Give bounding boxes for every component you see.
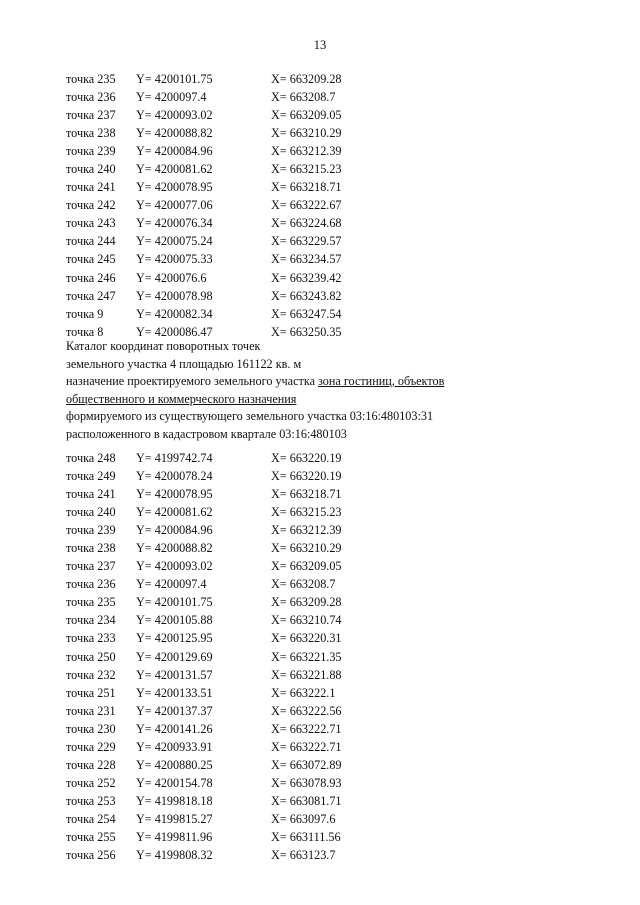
y-coordinate: Y= 4200097.4 bbox=[136, 577, 207, 592]
x-coordinate: X= 663097.6 bbox=[271, 811, 336, 826]
point-label: точка 235 bbox=[66, 72, 116, 86]
catalog-purpose-underlined-2: общественного и коммерческого назначения bbox=[66, 391, 297, 406]
point-label: точка 241 bbox=[66, 180, 116, 195]
point-label: точка 256 bbox=[66, 848, 116, 863]
x-coordinate: X= 663111.56 bbox=[271, 829, 341, 844]
point-label: точка 241 bbox=[66, 487, 116, 502]
x-coordinate: X= 663224.68 bbox=[271, 216, 342, 231]
y-coordinate: Y= 4200078.95 bbox=[136, 487, 213, 502]
point-label: точка 246 bbox=[66, 270, 116, 285]
y-coordinate: Y= 4200078.24 bbox=[136, 469, 213, 484]
point-label: точка 240 bbox=[66, 162, 116, 177]
x-coordinate: X= 663220.19 bbox=[271, 451, 342, 465]
y-coordinate: Y= 4200129.69 bbox=[136, 649, 213, 664]
y-coordinate: Y= 4200097.4 bbox=[136, 90, 207, 105]
point-label: точка 252 bbox=[66, 775, 116, 790]
x-coordinate: X= 663221.88 bbox=[271, 667, 342, 682]
x-coordinate: X= 663209.05 bbox=[271, 108, 342, 123]
point-label: точка 243 bbox=[66, 216, 116, 231]
x-coordinate: X= 663210.29 bbox=[271, 126, 342, 141]
y-coordinate: Y= 4200101.75 bbox=[136, 72, 213, 86]
point-label: точка 240 bbox=[66, 505, 116, 520]
x-coordinate: X= 663078.93 bbox=[271, 775, 342, 790]
x-coordinate: X= 663218.71 bbox=[271, 180, 342, 195]
catalog-heading bbox=[66, 338, 586, 443]
point-label: точка 238 bbox=[66, 126, 116, 141]
x-coordinate: X= 663221.35 bbox=[271, 649, 342, 664]
y-coordinate: Y= 4200078.95 bbox=[136, 180, 213, 195]
point-label: точка 237 bbox=[66, 559, 116, 574]
y-coordinate: Y= 4199811.96 bbox=[136, 829, 213, 844]
x-coordinate: X= 663222.1 bbox=[271, 685, 336, 700]
x-coordinate: X= 663212.39 bbox=[271, 144, 342, 159]
point-label: точка 8 bbox=[66, 324, 104, 339]
y-coordinate: Y= 4200154.78 bbox=[136, 775, 213, 790]
x-coordinate: X= 663234.57 bbox=[271, 252, 342, 267]
point-label: точка 248 bbox=[66, 451, 116, 465]
x-coordinate: X= 663222.67 bbox=[271, 198, 342, 213]
y-coordinate: Y= 4200088.82 bbox=[136, 126, 213, 141]
x-coordinate: X= 663209.28 bbox=[271, 595, 342, 610]
y-coordinate: Y= 4200076.6 bbox=[136, 270, 207, 285]
point-label: точка 239 bbox=[66, 144, 116, 159]
x-coordinate: X= 663210.29 bbox=[271, 541, 342, 556]
y-coordinate: Y= 4200075.33 bbox=[136, 252, 213, 267]
point-label: точка 234 bbox=[66, 613, 116, 628]
x-coordinate: X= 663229.57 bbox=[271, 234, 342, 249]
point-label: точка 238 bbox=[66, 541, 116, 556]
y-coordinate: Y= 4200086.47 bbox=[136, 324, 213, 339]
x-coordinate: X= 663215.23 bbox=[271, 162, 342, 177]
y-coordinate: Y= 4200084.96 bbox=[136, 523, 213, 538]
point-label: точка 247 bbox=[66, 288, 116, 303]
y-coordinate: Y= 4199808.32 bbox=[136, 848, 213, 863]
point-label: точка 242 bbox=[66, 198, 116, 213]
y-coordinate: Y= 4199742.74 bbox=[136, 451, 213, 465]
x-coordinate: X= 663209.05 bbox=[271, 559, 342, 574]
point-label: точка 239 bbox=[66, 523, 116, 538]
y-coordinate: Y= 4200131.57 bbox=[136, 667, 213, 682]
point-label: точка 235 bbox=[66, 595, 116, 610]
y-coordinate: Y= 4200133.51 bbox=[136, 685, 213, 700]
x-coordinate: X= 663210.74 bbox=[271, 613, 342, 628]
y-coordinate: Y= 4199818.18 bbox=[136, 793, 213, 808]
point-label: точка 232 bbox=[66, 667, 116, 682]
point-label: точка 253 bbox=[66, 793, 116, 808]
x-coordinate: X= 663220.31 bbox=[271, 631, 342, 646]
y-coordinate: Y= 4200093.02 bbox=[136, 559, 213, 574]
y-coordinate: Y= 4200084.96 bbox=[136, 144, 213, 159]
point-label: точка 236 bbox=[66, 90, 116, 105]
x-coordinate: X= 663123.7 bbox=[271, 848, 336, 863]
y-coordinate: Y= 4200081.62 bbox=[136, 505, 213, 520]
y-coordinate: Y= 4200880.25 bbox=[136, 757, 213, 772]
y-coordinate: Y= 4200082.34 bbox=[136, 306, 213, 321]
point-label: точка 249 bbox=[66, 469, 116, 484]
point-label: точка 251 bbox=[66, 685, 116, 700]
catalog-source-plot: формируемого из существующего земельного участка 03:16:480103:31 bbox=[66, 409, 434, 423]
catalog-cadastral-quarter: расположенного в кадастровом квартале 03:16:480103 bbox=[66, 426, 347, 441]
catalog-purpose-prefix: назначение проектируемого земельного участка bbox=[66, 374, 319, 388]
y-coordinate: Y= 4200137.37 bbox=[136, 703, 213, 718]
y-coordinate: Y= 4200077.06 bbox=[136, 198, 213, 213]
point-label: точка 254 bbox=[66, 811, 116, 826]
x-coordinate: X= 663250.35 bbox=[271, 324, 342, 339]
y-coordinate: Y= 4200078.98 bbox=[136, 288, 213, 303]
page-number: 13 bbox=[313, 38, 327, 52]
y-coordinate: Y= 4200081.62 bbox=[136, 162, 213, 177]
y-coordinate: Y= 4200101.75 bbox=[136, 595, 213, 610]
point-label: точка 245 bbox=[66, 252, 116, 267]
y-coordinate: Y= 4200088.82 bbox=[136, 541, 213, 556]
x-coordinate: X= 663081.71 bbox=[271, 793, 342, 808]
x-coordinate: X= 663208.7 bbox=[271, 577, 336, 592]
x-coordinate: X= 663222.71 bbox=[271, 721, 342, 736]
point-label: точка 228 bbox=[66, 757, 116, 772]
y-coordinate: Y= 4200076.34 bbox=[136, 216, 213, 231]
x-coordinate: X= 663072.89 bbox=[271, 757, 342, 772]
x-coordinate: X= 663222.71 bbox=[271, 739, 342, 754]
y-coordinate: Y= 4200141.26 bbox=[136, 721, 213, 736]
x-coordinate: X= 663239.42 bbox=[271, 270, 342, 285]
point-label: точка 244 bbox=[66, 234, 116, 249]
x-coordinate: X= 663215.23 bbox=[271, 505, 342, 520]
catalog-purpose-line bbox=[66, 373, 586, 391]
catalog-purpose-underlined: зона гостиниц, объектов bbox=[318, 374, 445, 388]
x-coordinate: X= 663212.39 bbox=[271, 523, 342, 538]
point-label: точка 231 bbox=[66, 703, 116, 718]
x-coordinate: X= 663218.71 bbox=[271, 487, 342, 502]
point-label: точка 250 bbox=[66, 649, 116, 664]
point-label: точка 229 bbox=[66, 739, 116, 754]
x-coordinate: X= 663222.56 bbox=[271, 703, 342, 718]
point-label: точка 237 bbox=[66, 108, 116, 123]
point-label: точка 9 bbox=[66, 306, 104, 321]
x-coordinate: X= 663243.82 bbox=[271, 288, 342, 303]
x-coordinate: X= 663209.28 bbox=[271, 72, 342, 86]
y-coordinate: Y= 4200105.88 bbox=[136, 613, 213, 628]
catalog-plot-area: земельного участка 4 площадью 161122 кв. м bbox=[66, 356, 302, 371]
x-coordinate: X= 663247.54 bbox=[271, 306, 342, 321]
catalog-title: Каталог координат поворотных точек bbox=[66, 339, 261, 353]
catalog-purpose-continuation bbox=[66, 391, 586, 409]
y-coordinate: Y= 4200125.95 bbox=[136, 631, 213, 646]
x-coordinate: X= 663208.7 bbox=[271, 90, 336, 105]
x-coordinate: X= 663220.19 bbox=[271, 469, 342, 484]
y-coordinate: Y= 4200075.24 bbox=[136, 234, 213, 249]
y-coordinate: Y= 4200093.02 bbox=[136, 108, 213, 123]
point-label: точка 233 bbox=[66, 631, 116, 646]
point-label: точка 236 bbox=[66, 577, 116, 592]
point-label: точка 255 bbox=[66, 829, 116, 844]
point-label: точка 230 bbox=[66, 721, 116, 736]
y-coordinate: Y= 4200933.91 bbox=[136, 739, 213, 754]
y-coordinate: Y= 4199815.27 bbox=[136, 811, 213, 826]
